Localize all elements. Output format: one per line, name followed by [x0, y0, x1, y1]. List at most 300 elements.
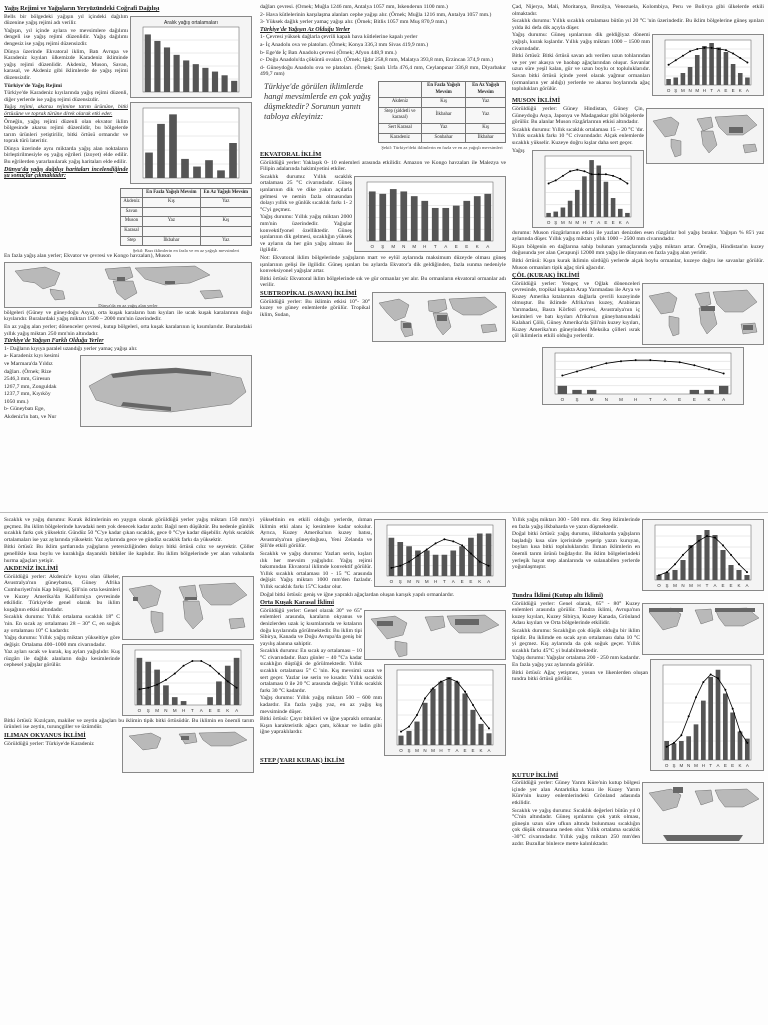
bar [421, 201, 428, 241]
orta-p1: Görüldüğü yerler: Genel olarak 30° ve 65° enlemleri arasında, karaların okyanus ve denizlerden uzak iç kısımlarında ve kıtaların doğu kıyılarında görülmektedir. Bu iklim tipi Sibirya, Kanada ve Doğu Avrupa'da geniş bir yayılış alanına sahiptir. [260, 607, 362, 647]
season-table-2 [378, 81, 506, 143]
bar [716, 48, 721, 86]
tick-label: T [705, 583, 709, 588]
bar [183, 60, 189, 92]
tick-label: N [568, 219, 572, 225]
tick-label: H [433, 579, 438, 584]
sav-p1: Görüldüğü yerler: Bu iklimin etkisi 10°- 30° kuzey ve güney enlemlerde görülür. Tropikal iklim, Sudan, [260, 298, 370, 318]
bar [719, 385, 728, 393]
muson-climate-chart [532, 150, 644, 228]
top-col-3 [512, 4, 764, 508]
mus-p3: Yağış durumu: Muson rüzgârlarının etkisi ile yazları denizden esen rüzgârlar bol yağış bırakır. Yağışın % 85'i yaz aylarında düşer. Yıllık yağış miktarı yıllık 1000 – 2500 mm civarındadır. [512, 147, 764, 243]
bar [217, 170, 225, 178]
bar [229, 143, 237, 178]
tick-label: T [709, 762, 713, 768]
tick-label: A [713, 583, 717, 588]
page-top [0, 0, 768, 512]
regime-example-text: Örneğin, yağış rejimi düzenli olan ekvator iklim bölgesinde akarsu rejimi düzenlidir, bu bölgelerde tarım ürünleri yetiştirilir, bitki örtüsü ormandır ve toprak türü lateritir. [4, 118, 128, 145]
world-map-svg-2 [373, 293, 505, 341]
tick-label: A [487, 579, 491, 584]
bar [390, 189, 397, 241]
muson-heading: MUSON İKLİMİ [512, 97, 561, 105]
bar [137, 658, 143, 705]
bar [553, 211, 558, 216]
tick-label: E [471, 747, 475, 753]
plot-area [555, 353, 731, 394]
bar [398, 735, 403, 744]
bar [575, 189, 580, 216]
desert-world-map [642, 283, 764, 345]
akdeniz-climate-chart [122, 644, 254, 716]
bar [728, 565, 733, 580]
turkey-rain-list-item: 1237,7 mm, Kıyıköy [4, 391, 51, 398]
bar [477, 534, 483, 577]
tick-label: H [439, 747, 443, 753]
bar [400, 191, 407, 241]
tick-label: K [737, 583, 741, 588]
regime-effect-text: Yağış rejimi, akarsu rejimine tarım ürününe, bitki örtüsüne ve toprak türüne direk olarak etki eder. [4, 104, 128, 117]
bar [724, 52, 729, 85]
ilman-p1: Görüldüğü yerler: Türkiye'de Karadeniz [4, 740, 94, 747]
table-cell: Kış [466, 123, 506, 133]
turkey-map [80, 355, 252, 427]
ilman-world-map [122, 727, 254, 773]
bar [672, 743, 677, 760]
b2-p1: yükseltinin en etkili olduğu yerlerde, ılıman iklimin etki alanı iç kesimlere kadar sokulur. Ayrıca, Kuzey Amerika'nın kuzey batısı, Avustralya'nın güneydoğusu, Yeni Zelanda ve Şili'de etkili görülür. [260, 517, 372, 550]
bar [744, 575, 749, 580]
world-map-svg-6 [123, 728, 253, 772]
bar [454, 681, 459, 744]
ekv-p3: Yağış durumu: Yıllık yağış miktarı 2000 mm'nin üzerindedir. Yağışlar konvektifyonel özelliktedir. Güneş ışınlarının dik gelmesi, sıcaklığın yüksek ve ayların da her gün yağış alması ile ilgilidir. [260, 214, 352, 254]
tundra-world-map [642, 603, 764, 655]
turkey-rain-list-item: dağları. (Örnek; Rize [4, 368, 52, 375]
bar [680, 560, 685, 580]
ekv-p1: Görüldüğü yerler: Yaklaşık 0- 10 enlemleri arasında etkilidir. Amazon ve Kongo havzaları ile Malezya ve Filipin adalarında hakimiyetini etkiler. [260, 159, 506, 173]
ekvatoral-climate-chart [354, 176, 506, 252]
tick-label: E [729, 583, 733, 588]
tick-label: M [561, 219, 565, 225]
table-header-cell [379, 81, 422, 97]
tick-label: A [199, 707, 203, 713]
tick-label: A [597, 219, 601, 225]
tick-label: E [678, 396, 682, 402]
tundra-p3: Yağış durumu: Yağışlar ortalama 200 - 250 mm kadardır. En fazla yağış yaz aylarında görülür. [512, 655, 640, 668]
akdeniz-world-map [122, 576, 254, 640]
table-cell [200, 226, 251, 236]
table-cell: Sert Karasal [379, 123, 422, 133]
bar [712, 535, 717, 580]
world-map-svg-8 [643, 604, 763, 654]
bar [688, 545, 693, 580]
tick-label: H [582, 219, 587, 225]
chart8-svg [385, 665, 505, 755]
table-cell: Yaz [200, 236, 251, 246]
bar [406, 731, 411, 745]
tick-label: M [407, 579, 411, 584]
bar [589, 160, 594, 217]
page-bottom [0, 512, 768, 1025]
table-cell [143, 207, 200, 217]
tick-label: E [731, 88, 735, 94]
karasal-climate-chart [384, 664, 506, 756]
table-cell: Yaz [421, 123, 465, 133]
tick-label: M [412, 243, 417, 249]
orta-kusak-heading: Orta Kuşak Karasal İklimi [260, 599, 335, 607]
bar [193, 166, 201, 177]
chart9-svg [643, 520, 763, 590]
tundra-p4: Bitki örtüsü: Ağaç yetişmez, yosun ve likenlerden oluşan tundra bitki örtüsü görülür. [512, 669, 648, 683]
mus-p1: Görüldüğü yerler: Güney Hindistan, Güney Çin, Güneydoğu Asya, Japonya ve Madagaskar gibi bölgelerde görülür. Bu alanlar Muson rüzgârlarının etkisi altındadır. [512, 105, 644, 126]
table-cell: Karadeniz [379, 133, 422, 143]
desert-climate-chart [542, 347, 744, 405]
tick-label: Ş [407, 747, 411, 753]
tick-label: K [226, 707, 230, 713]
table-cell: İlkbahar [466, 133, 506, 143]
tundra-heading: Tundra İklimi (Kutup altı İklimi) [512, 592, 604, 599]
bar [679, 741, 684, 760]
tick-label: E [721, 583, 725, 588]
precip-bar-chart-1 [130, 16, 252, 98]
table-cell: İlkbahar [421, 107, 465, 123]
chart1-svg [131, 17, 251, 97]
bar [708, 676, 713, 759]
table-header-cell: En Az Yağışlı Mevsim [200, 188, 251, 198]
bar [558, 385, 567, 393]
bar [604, 181, 609, 216]
table-cell [200, 207, 251, 217]
less-rain-list-item: d- Güneydoğu Anadolu ova ve platoları. (Örnek; Şanlı Urfa 476,4 mm, Ceylanpınar 336,8 mm, Diyarbakır 499,7 mm) [260, 64, 506, 78]
table-cell: Sonbahar [421, 133, 465, 143]
turkey-rain-item-1: 1- Dağların kıyıya paralel uzandığı yerler yamaç yağışı alır. [4, 345, 138, 352]
bar [411, 196, 418, 241]
tick-label: E [217, 707, 221, 713]
tick-label: N [416, 579, 420, 584]
bar [546, 212, 551, 216]
tundra-climate-chart [650, 659, 764, 771]
tick-label: Ş [146, 707, 150, 713]
bar [193, 64, 199, 92]
bar [212, 71, 218, 91]
step-climate-chart [642, 519, 764, 591]
bar [438, 681, 443, 744]
tick-label: E [604, 219, 608, 225]
bar [222, 75, 228, 92]
turkey-heading: Türkiye'de Yağış Rejimi [4, 82, 62, 89]
tick-label: A [717, 88, 721, 94]
bar [666, 79, 671, 85]
bar [145, 152, 153, 177]
section-title: Yağış Rejimi ve Yağışların Yeryüzündeki Coğrafi Dağılışı [4, 5, 160, 12]
chart7-svg [375, 520, 505, 586]
bar [450, 551, 456, 577]
bar [234, 658, 240, 705]
tick-label: O [560, 396, 565, 402]
tick-label: K [738, 762, 742, 768]
c2-p1: dağları çevresi. (Örnek; Muğla 1246 mm, Antalya 1057 mm, İskenderun 1100 mm.) [260, 4, 448, 10]
tick-label: A [235, 707, 239, 713]
table-cell [143, 226, 200, 236]
table-cell: Kış [200, 217, 251, 227]
turkey-rain-list-item: Akdeniz'in batı, ve Nur [4, 414, 57, 421]
tick-label: E [460, 579, 464, 584]
orta-p2: Sıcaklık durumu: En sıcak ay ortalaması – 10 °C civarındadır. Bazı günler – 40 °C'a kadar sıcaklığın düştüğü de görülmektedir. Yıllık sıcaklık ortalaması 5° C 'nin. Kış mevsimi uzun ve sert geçer. Yazlar ise serin ve kısadır. Yıllık sıcaklık ortalaması 0 ile 20 °C arasında değişir. Yıllık sıcaklık farkı 30 °C kadardır. [260, 648, 382, 694]
world-map-svg-7 [365, 611, 505, 659]
tick-label: A [487, 747, 491, 753]
akd-p1: Görüldüğü yerler: Akdeniz'e kıyısı olan ülkeler, Avustralya'nın güneybatısı, Güney Afrika Cumhuriyeti'nin Kap bölgesi, Şili'nin orta kesimleri ve Kuzey Amerika'da Kaliforniya çevresinde etkilidir. Türkiye'de genel olarak bu iklim kuşağının etkisi altındadır. [4, 573, 120, 613]
bar [424, 551, 430, 577]
table-cell: Karasal [121, 226, 143, 236]
tick-label: T [447, 747, 451, 753]
bar [414, 721, 419, 744]
italic-question: Türkiye'de görülen iklimlerde hangi mevsimlerde en çok yağış düşmektedir? Sorunun yanıtı tabloya ekleyiniz: [264, 81, 371, 121]
savan-climate-chart [652, 34, 764, 96]
bar [430, 688, 435, 744]
bar [169, 114, 177, 178]
b2-p2: Sıcaklık ve yağış durumu: Yazları serin, kışları ılık her mevsim yağışlıdır. Yağış rejimi bakımından Ekvatoral iklimde konvektif görülür. Yıllık sıcaklık ortalaması 10 - 15 °C arasında değişir. Yağış miktarı 1000 mm'den fazladır. Yıllık sıcaklık farkı 15°C kadar olur. [260, 550, 372, 590]
bar [690, 390, 699, 394]
bar [625, 212, 630, 216]
bar [486, 733, 491, 745]
table-header-cell: En Az Yağışlı Mevsim [466, 81, 506, 97]
ekvatoral-heading: EKVATORAL İKLİM [260, 151, 322, 159]
isohyet-text: Dünya üzerinde aynı miktarda yağış alan noktaların birleştirilmesiyle eş yağış eğrileri (izoyet) elde edilir. Bu eğrilerden yararlanılarak yağış haritaları elde edilir. [4, 145, 128, 166]
tick-label: M [694, 762, 698, 768]
table-row [121, 236, 252, 246]
table-cell: Yaz [466, 107, 506, 123]
ekv-p2: Sıcaklık durumu: Yıllık sıcaklık ortalaması 25 °C civarındadır. Güneş ışınlarının dik ve dike yakın açılarla gelmesi ve nemin fazla olmasından dolayı yıllık ve günlük sıcaklık farkı 1- 2 °C'yi geçmez. [260, 173, 352, 213]
tick-label: M [619, 396, 623, 402]
tick-label: A [722, 396, 726, 402]
less-rain-list-item: a- İç Anadolu ova ve platoları. (Örnek; Konya 336,3 mm Sivas 419,9 mm.) [260, 41, 429, 48]
ekv-p4: Not: Ekvatoral iklim bölgelerinde yağışların mart ve eylül aylarında maksimum düzeyde olması güneş ışınlarının gelişi ile ilgilidir. Güneş ışınları bu aylarda Ekvator'a dik geldiğinden, fazla ısınma nedeniyle konveksiyonel yağışlar artar. [260, 255, 506, 275]
table-row [121, 207, 252, 217]
bar [686, 736, 691, 760]
table-row [121, 198, 252, 208]
bar [470, 710, 475, 745]
tundra-p2: Sıcaklık durumu: Sıcaklığın çok düşük olduğu bir iklim tipidir. Bu iklimde en sıcak ayın ortalaması daha 10 °C yi geçmez. Kış aylarında da çok soğuk geçer. Yıllık sıcaklık farkı 45°C yi bulabilmektedir. [512, 627, 640, 654]
tick-label: T [433, 243, 437, 249]
top-col-1 [4, 4, 252, 508]
bar [664, 573, 669, 581]
turkey-rain-list-item: 1267,7 mm, Zonguldak [4, 383, 57, 390]
bar [446, 677, 451, 745]
bar [709, 43, 714, 85]
tick-label: K [479, 747, 483, 753]
bar [716, 669, 721, 759]
akdeniz-heading: AKDENİZ İKLİMİ [4, 565, 59, 573]
karasal-world-map [364, 610, 506, 660]
bar [730, 712, 735, 760]
tick-label: O [546, 219, 551, 225]
tick-label: M [695, 88, 700, 94]
bar [701, 700, 706, 759]
bar [484, 194, 491, 241]
world-map-svg-9 [643, 783, 763, 843]
bar [422, 703, 427, 745]
bar [695, 55, 700, 85]
turkey-rain-heading: Türkiye'de Yağışın Farklı Olduğu Yerler [4, 338, 104, 345]
kutup-p2: Sıcaklık ve yağış durumu: Sıcaklık değerleri bütün yıl 0 °C'nin altındadır. Güneş ışınlarını çok yatık olması, güneşin uzun süre ufkun altında bulunması sıcaklığın çok düşük olmasına neden olur. Yıllık ortalama sıcaklık -30°C civarındadır. Yıllık yağış miktarı 250 mm'den azdır. Buzullar binlerce metre kalınlıktadır. [512, 807, 640, 847]
bottom-col-3 [512, 517, 764, 1021]
akd-p3: Yağış durumu: Yıllık yağış miktarı yükseltiye göre değişir. Ortalama 400–1000 mm civarındadır. [4, 635, 120, 648]
bar [745, 738, 750, 759]
b2-p3: Doğal bitki örtüsü: geniş ve iğne yapraklı ağaçlardan oluşan karışık yapılı ormanlardır. [260, 591, 455, 598]
turkey-rain-list-item: b- Güneybatı Ege, [4, 406, 45, 413]
table-cell: Yaz [466, 98, 506, 108]
bar [225, 665, 231, 704]
bar [568, 200, 573, 216]
turkey-rain-list-item: ve Marmara'da Yıldız [4, 360, 53, 367]
orta-p3: Yağış durumu: Yıllık yağış miktarı 500 – 600 mm kadardır. En fazla yağış yaz, en az yağış kış mevsiminde düşer. [260, 695, 382, 715]
bar [164, 47, 170, 92]
most-rain-continued: bölgeleri (Güney ve güneydoğu Asya), orta kuşak karaların batı kıyıları ile ucak kuşak karalarının doğu kıyılarıdır. Buralardaki yağış miktarı 1500 – 2000 mm'nin üzerindedir. [4, 309, 252, 323]
tick-label: E [208, 707, 212, 713]
least-rain-item: En az yağış alan yerler; dönenceler çevresi, kutup bölgeleri, orta kuşak karalarının iç kısımlarıdır. Buralardaki yıllık yağış miktarı 250 mm'nin altındadır. [4, 323, 252, 337]
table-row [379, 123, 506, 133]
world-map-svg-4 [643, 284, 763, 344]
tick-label: A [663, 396, 667, 402]
bar [202, 67, 208, 91]
bar [453, 205, 460, 240]
bar [462, 693, 467, 745]
table-row [379, 107, 506, 123]
most-rain-item: En fazla yağış alan yerler; Ekvator ve çevresi ve Kongo havzaları), Muson [4, 253, 171, 260]
precip-bar-chart-2 [130, 102, 252, 184]
tick-label: H [702, 88, 707, 94]
turkey-rain-list-item: 2546,3 mm, Giresun [4, 376, 50, 383]
tick-label: O [370, 243, 375, 249]
chart5-svg [533, 151, 643, 227]
tick-label: A [451, 579, 455, 584]
bar [738, 731, 743, 760]
bar [154, 669, 160, 704]
turkey-rain-list-item: 1050 mm.) [4, 398, 29, 405]
intro-1: Bells bir bölgedeki yağışın yıl içindeki dağılım düzenine yağış rejimi adı verilir. [4, 13, 128, 27]
kutup-heading: KUTUP İKLİMİ [512, 771, 559, 779]
tick-label: Ş [665, 583, 669, 588]
bar [468, 538, 474, 576]
bar [745, 78, 750, 86]
bar [474, 196, 481, 241]
season-table-1 [120, 188, 252, 247]
tick-label: N [681, 583, 685, 588]
less-rain-list-item: b- Ege'de İç Batı Anadolu çevresi (Örnek; Afyon 448,9 mm.) [260, 49, 397, 56]
intro-3: Dünya üzerinde Ekvatoral iklim, Batı Avrupa ve Karadeniz kıyıları ülkemizde Karadeniz ikliminde yağış rejimi düzenlidir. Akdeniz, Muson, Savan, karasal, ve Akdeniz gibi iklimlerde de yağış rejimi düzensizdir. [4, 48, 128, 81]
tick-label: H [697, 583, 701, 588]
tick-label: H [423, 243, 427, 249]
tick-label: N [164, 707, 168, 713]
bar [672, 570, 677, 580]
kutup-world-map [642, 782, 764, 844]
less-rain-list [260, 34, 506, 78]
bar [231, 80, 237, 91]
tick-label: M [589, 396, 594, 402]
tick-label: M [431, 747, 435, 753]
tick-label: A [745, 583, 749, 588]
col-heading: ÇÖL (KURAK) İKLİMİ [512, 272, 580, 280]
bar [433, 555, 439, 576]
bar [561, 207, 566, 216]
bar [694, 724, 699, 760]
bar [459, 546, 465, 576]
table-header-cell [121, 188, 143, 198]
b1-p2: Bitki örtüsü: Bu iklim şartlarında yağışların yetersizliğinden dolayı bitki örtüsü cılız ve seyrektir. Çöller genellikle kısa boylu ve kuraklığa dayanıklı bitkiler ile kaplıdır. Bu iklim bölgelerinde yer alan vahalarda hurma ağaçları yetişir. [4, 544, 254, 564]
akd-p2: Sıcaklık durumu: Yıllık ortalama sıcaklık 18° C 'nin. En sıcak ay ortalaması 28 – 30° C, en soğuk ay ortalaması 10° C kadardır. [4, 614, 120, 634]
b3-p2: Doğal bitki örtüsü: yağış durumu, ilkbaharda yağışların başladığı kısa süre içerisinde yeşerip yazın kuruyan, boyları kısa bitki topluluklarıdır. Ilıman iklimlerin en önemli tarım ürünü buğdaydır. Bu iklim bölgelerindeki yerleşik hayat step alanlarında ve sulanabilen yerlerde yoğunlaşmıştır. [512, 531, 640, 571]
tick-label: M [681, 88, 685, 94]
tick-label: E [724, 88, 728, 94]
table-cell: Step [121, 236, 143, 246]
tick-label: N [604, 396, 608, 402]
chart-title: Aralık yağış ortalamaları [164, 19, 218, 26]
less-rain-heading: Türkiye'de Yağışın Az Olduğu Yerler [260, 26, 351, 33]
bar [702, 46, 707, 85]
bar [587, 390, 596, 394]
bar [582, 176, 587, 217]
tick-label: O [137, 707, 142, 713]
chart3-svg [355, 177, 505, 251]
mus-p4: Kışın bölgenin en dağlarına sahip bulunan yamaçlarında yağış miktarı artar. Örneğin, Hindistan'ın kuzey doğusunda yer alan Çerapunji 12000 mm yağış ile dünyanın en fazla yağış alan yeridir. [512, 243, 764, 257]
tick-label: M [172, 707, 177, 713]
savan-heading: SUBTROPİKAL (SAVAN) İKLİMİ [260, 289, 357, 297]
tick-label: E [469, 579, 473, 584]
tick-label: E [723, 762, 727, 768]
chart2-svg [131, 103, 251, 183]
table-row [121, 217, 252, 227]
distribution-heading: Dünya'da yağış dağılışı haritaları incelendiğinde şu sonuçlar çıkmaktadır: [4, 166, 128, 180]
bottom-col-2 [260, 517, 506, 1021]
tick-label: M [575, 219, 580, 225]
tick-label: K [478, 579, 482, 584]
tick-label: A [486, 243, 490, 249]
tick-label: E [463, 747, 467, 753]
bar [596, 165, 601, 217]
bar [397, 542, 403, 576]
c3-p2: Sıcaklık durumu: Yıllık sıcaklık ortalaması bütün yıl 20 °C 'nin üzerindedir. Bu iklim bölgelerine güneş ışınları yılda iki defa dik açıyla düşer. [512, 18, 764, 31]
ilman-climate-chart [374, 519, 506, 587]
bar [369, 191, 376, 241]
bar [664, 741, 669, 760]
bar [379, 194, 386, 241]
table-cell: İlkbahar [143, 236, 200, 246]
tick-label: T [443, 579, 446, 584]
chart5b-svg [543, 348, 743, 404]
tick-label: E [692, 396, 696, 402]
table-header-cell: En Fazla Yağışlı Mevsim [143, 188, 200, 198]
bar [720, 550, 725, 580]
world-precip-map [4, 262, 252, 308]
table-row [121, 226, 252, 236]
orta-p4: Bitki örtüsü: Çayır bitkileri ve iğne yapraklı ormanlar. Kışın karakteristik ağacı çam, köknar ve ladin gibi iğne yapraklılardır. [260, 716, 382, 736]
savan-world-map [372, 292, 506, 342]
tick-label: M [415, 747, 419, 753]
tick-label: O [657, 583, 661, 588]
table2-caption: Şekil: Türkiye'deki iklimlerin en fazla ve en az yağışlı mevsimleri [381, 145, 503, 151]
tick-label: E [465, 243, 469, 249]
tick-label: A [745, 762, 749, 768]
turkey-rain-list-item: a- Karadeniz kıyı kesimi [4, 353, 60, 360]
bar [486, 534, 492, 577]
ekv-p5: Bitki örtüsü: Ekvatoral iklim bölgelerinde sık ve gür ormanlar yer alır. Bu ormanların ekvatoral ormanlar adı verilir. [260, 275, 506, 289]
table-cell: Yaz [143, 217, 200, 227]
world-map-svg-5 [123, 577, 253, 639]
tick-label: A [745, 88, 749, 94]
turkey-map-svg [81, 356, 251, 426]
ilman-heading: ILIMAN OKYANUS İKLİMİ [4, 731, 86, 739]
bar [432, 208, 439, 241]
c2-p2: 2- Hava kütlelerinin karşılaşma alanları cephe yağışı alır. (Örnek; Muğla 1216 mm, Antalya 1057 mm.) [260, 11, 492, 18]
akd-p4: Yaz ayları sıcak ve kurak, kış ayları yağışlıdır. Kuş rüzgârı ile dağlık alanların doğu kesimlerinde cephesel yağışlar görülür. [4, 649, 120, 669]
